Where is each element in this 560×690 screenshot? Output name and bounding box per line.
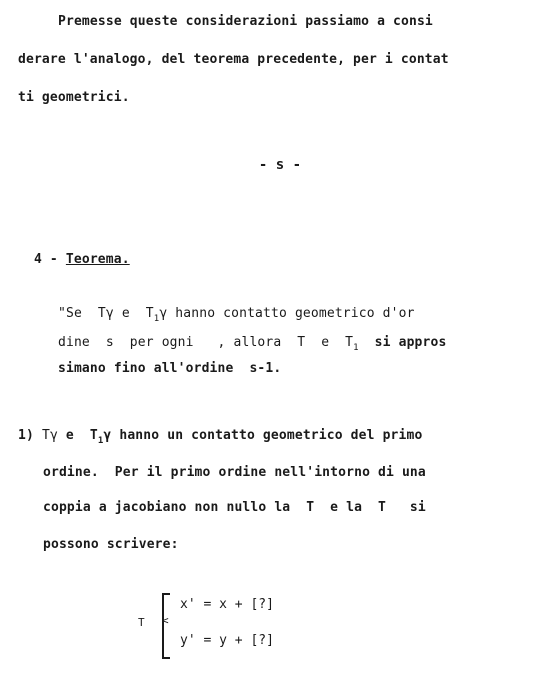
theorem-line1-part-a: "Se T [58,306,106,321]
theorem-line2-subscript: 1 [353,343,359,353]
gamma-symbol: γ [103,428,112,443]
item1-line1-subscript: 1 [97,436,104,446]
item1-line1 [18,428,422,449]
theorem-line1-part-b: e T [113,306,154,321]
item1-line1-part-b: e T [57,428,98,443]
formula-brace [162,593,170,659]
gamma-symbol: γ [49,428,58,443]
theorem-line1-part-c: hanno contatto geometrico d'or [167,306,415,321]
theorem-line2-part-a: dine s per ogni , allora T e T [58,335,354,350]
theorem-title: Teorema. [65,252,130,267]
item1-line1-part-a: T [41,428,50,443]
paragraph1-line1: Premesse queste considerazioni passiamo a consi [58,14,433,29]
gamma-symbol: γ [105,306,114,321]
item1-number: 1) [18,428,34,443]
transformation-formula [138,588,338,660]
paragraph1-line2: derare l'analogo, del teorema precedente, per i contat [18,52,449,67]
gamma-symbol: γ [159,306,168,321]
theorem-line2-part-b: si appros [358,335,447,350]
theorem-line3: simano fino all'ordine s-1. [58,361,282,376]
item1-line4: possono scrivere: [43,537,179,552]
formula-arrow: < [162,614,169,627]
section-separator: - s - [258,157,302,173]
theorem-line2 [58,335,446,356]
item1-line3: coppia a jacobiano non nullo la T e la T si [43,500,426,515]
item1-line2: ordine. Per il primo ordine nell'intorno di una [43,465,426,480]
item1-line1-part-c: hanno un contatto geometrico del primo [111,428,423,443]
formula-equation-x: x' = x + [?] [180,597,274,612]
paragraph1-line3: ti geometrici. [18,90,130,105]
theorem-heading [18,236,130,268]
formula-equation-y: y' = y + [?] [180,633,274,648]
theorem-line1-subscript: 1 [153,314,160,324]
theorem-line1 [58,306,415,327]
formula-label: T [138,616,145,629]
theorem-number: 4 - [33,252,66,267]
